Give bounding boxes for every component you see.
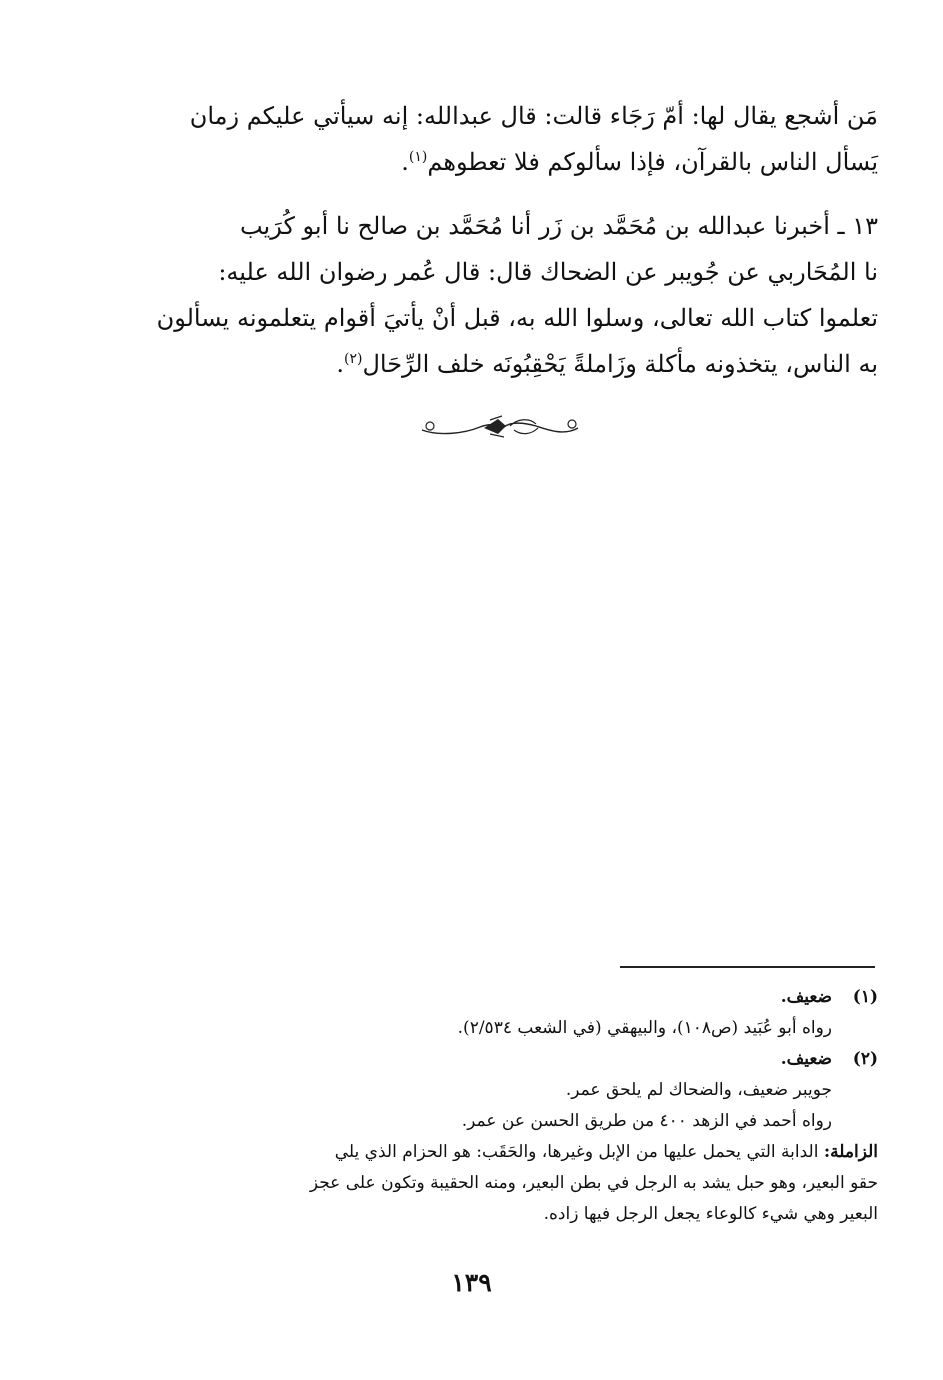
- footnote-1-grade: ضعيف.: [780, 987, 832, 1007]
- footnote-1-number: (١): [852, 987, 878, 1007]
- footnote-2-gloss-line-1: [118, 1137, 878, 1168]
- paragraph-2-line-2: نا المُحَاربي عن جُويبر عن الضحاك قال: قال عُمر رضوان الله عليه:: [218, 258, 878, 286]
- footnotes-section: [118, 982, 878, 1230]
- footnote-2-line-1: جويبر ضعيف، والضحاك لم يلحق عمر.: [565, 1080, 832, 1100]
- paragraph-2-line-1: ١٣ ـ أخبرنا عبدالله بن مُحَمَّد بن زَر أنا مُحَمَّد بن صالح نا أبو كُرَيب: [239, 212, 878, 240]
- gloss-text-1: الدابة التي يحمل عليها من الإبل وغيرها، والحَقَب: هو الحزام الذي يلي: [334, 1142, 819, 1162]
- footnote-divider: [620, 966, 875, 968]
- footnote-1-header: [118, 982, 878, 1013]
- gloss-term: الزاملة:: [823, 1142, 878, 1162]
- paragraph-1-line-1: مَن أشجع يقال لها: أمّ رَجَاء قالت: قال عبدالله: إنه سيأتي عليكم زمان: [189, 102, 878, 130]
- paragraph-2-line-4: [118, 341, 878, 387]
- footnote-2-gloss-line-2: حقو البعير، وهو حبل يشد به الرجل في بطن البعير، ومنه الحقيبة وتكون على عجز: [309, 1173, 878, 1193]
- decorative-flourish-icon: [418, 414, 584, 440]
- paragraph-1: [118, 93, 878, 185]
- paragraph-2-line-4-text: به الناس، يتخذونه مأكلة وزَاملةً يَحْقِبُونَه خلف الرِّحَال: [362, 350, 878, 378]
- paragraph-2: [118, 203, 878, 387]
- paragraph-1-end-mark: .: [401, 148, 409, 176]
- footnote-2-line-2: رواه أحمد في الزهد ٤٠٠ من طريق الحسن عن عمر.: [461, 1111, 832, 1131]
- footnote-2-grade: ضعيف.: [780, 1049, 832, 1069]
- paragraph-2-end-mark: .: [336, 350, 344, 378]
- footnote-2-number: (٢): [852, 1049, 878, 1069]
- page-number: ١٣٩: [451, 1268, 492, 1297]
- paragraph-1-line-2: [118, 139, 878, 185]
- paragraph-2-line-3: تعلموا كتاب الله تعالى، وسلوا الله به، قبل أنْ يأتيَ أقوام يتعلمونه يسألون: [156, 304, 878, 332]
- footnote-2-gloss-line-3: البعير وهي شيء كالوعاء يجعل الرجل فيها زاده.: [543, 1204, 878, 1224]
- footnote-2-header: [118, 1044, 878, 1075]
- footnote-reference-2: (٢): [344, 351, 363, 367]
- paragraph-1-line-2-text: يَسأل الناس بالقرآن، فإذا سألوكم فلا تعطوهم: [427, 148, 878, 176]
- footnote-reference-1: (١): [408, 149, 428, 165]
- footnote-1-line-1: رواه أبو عُبَيد (ص١٠٨)، والبيهقي (في الشعب ٢/٥٣٤).: [457, 1018, 832, 1038]
